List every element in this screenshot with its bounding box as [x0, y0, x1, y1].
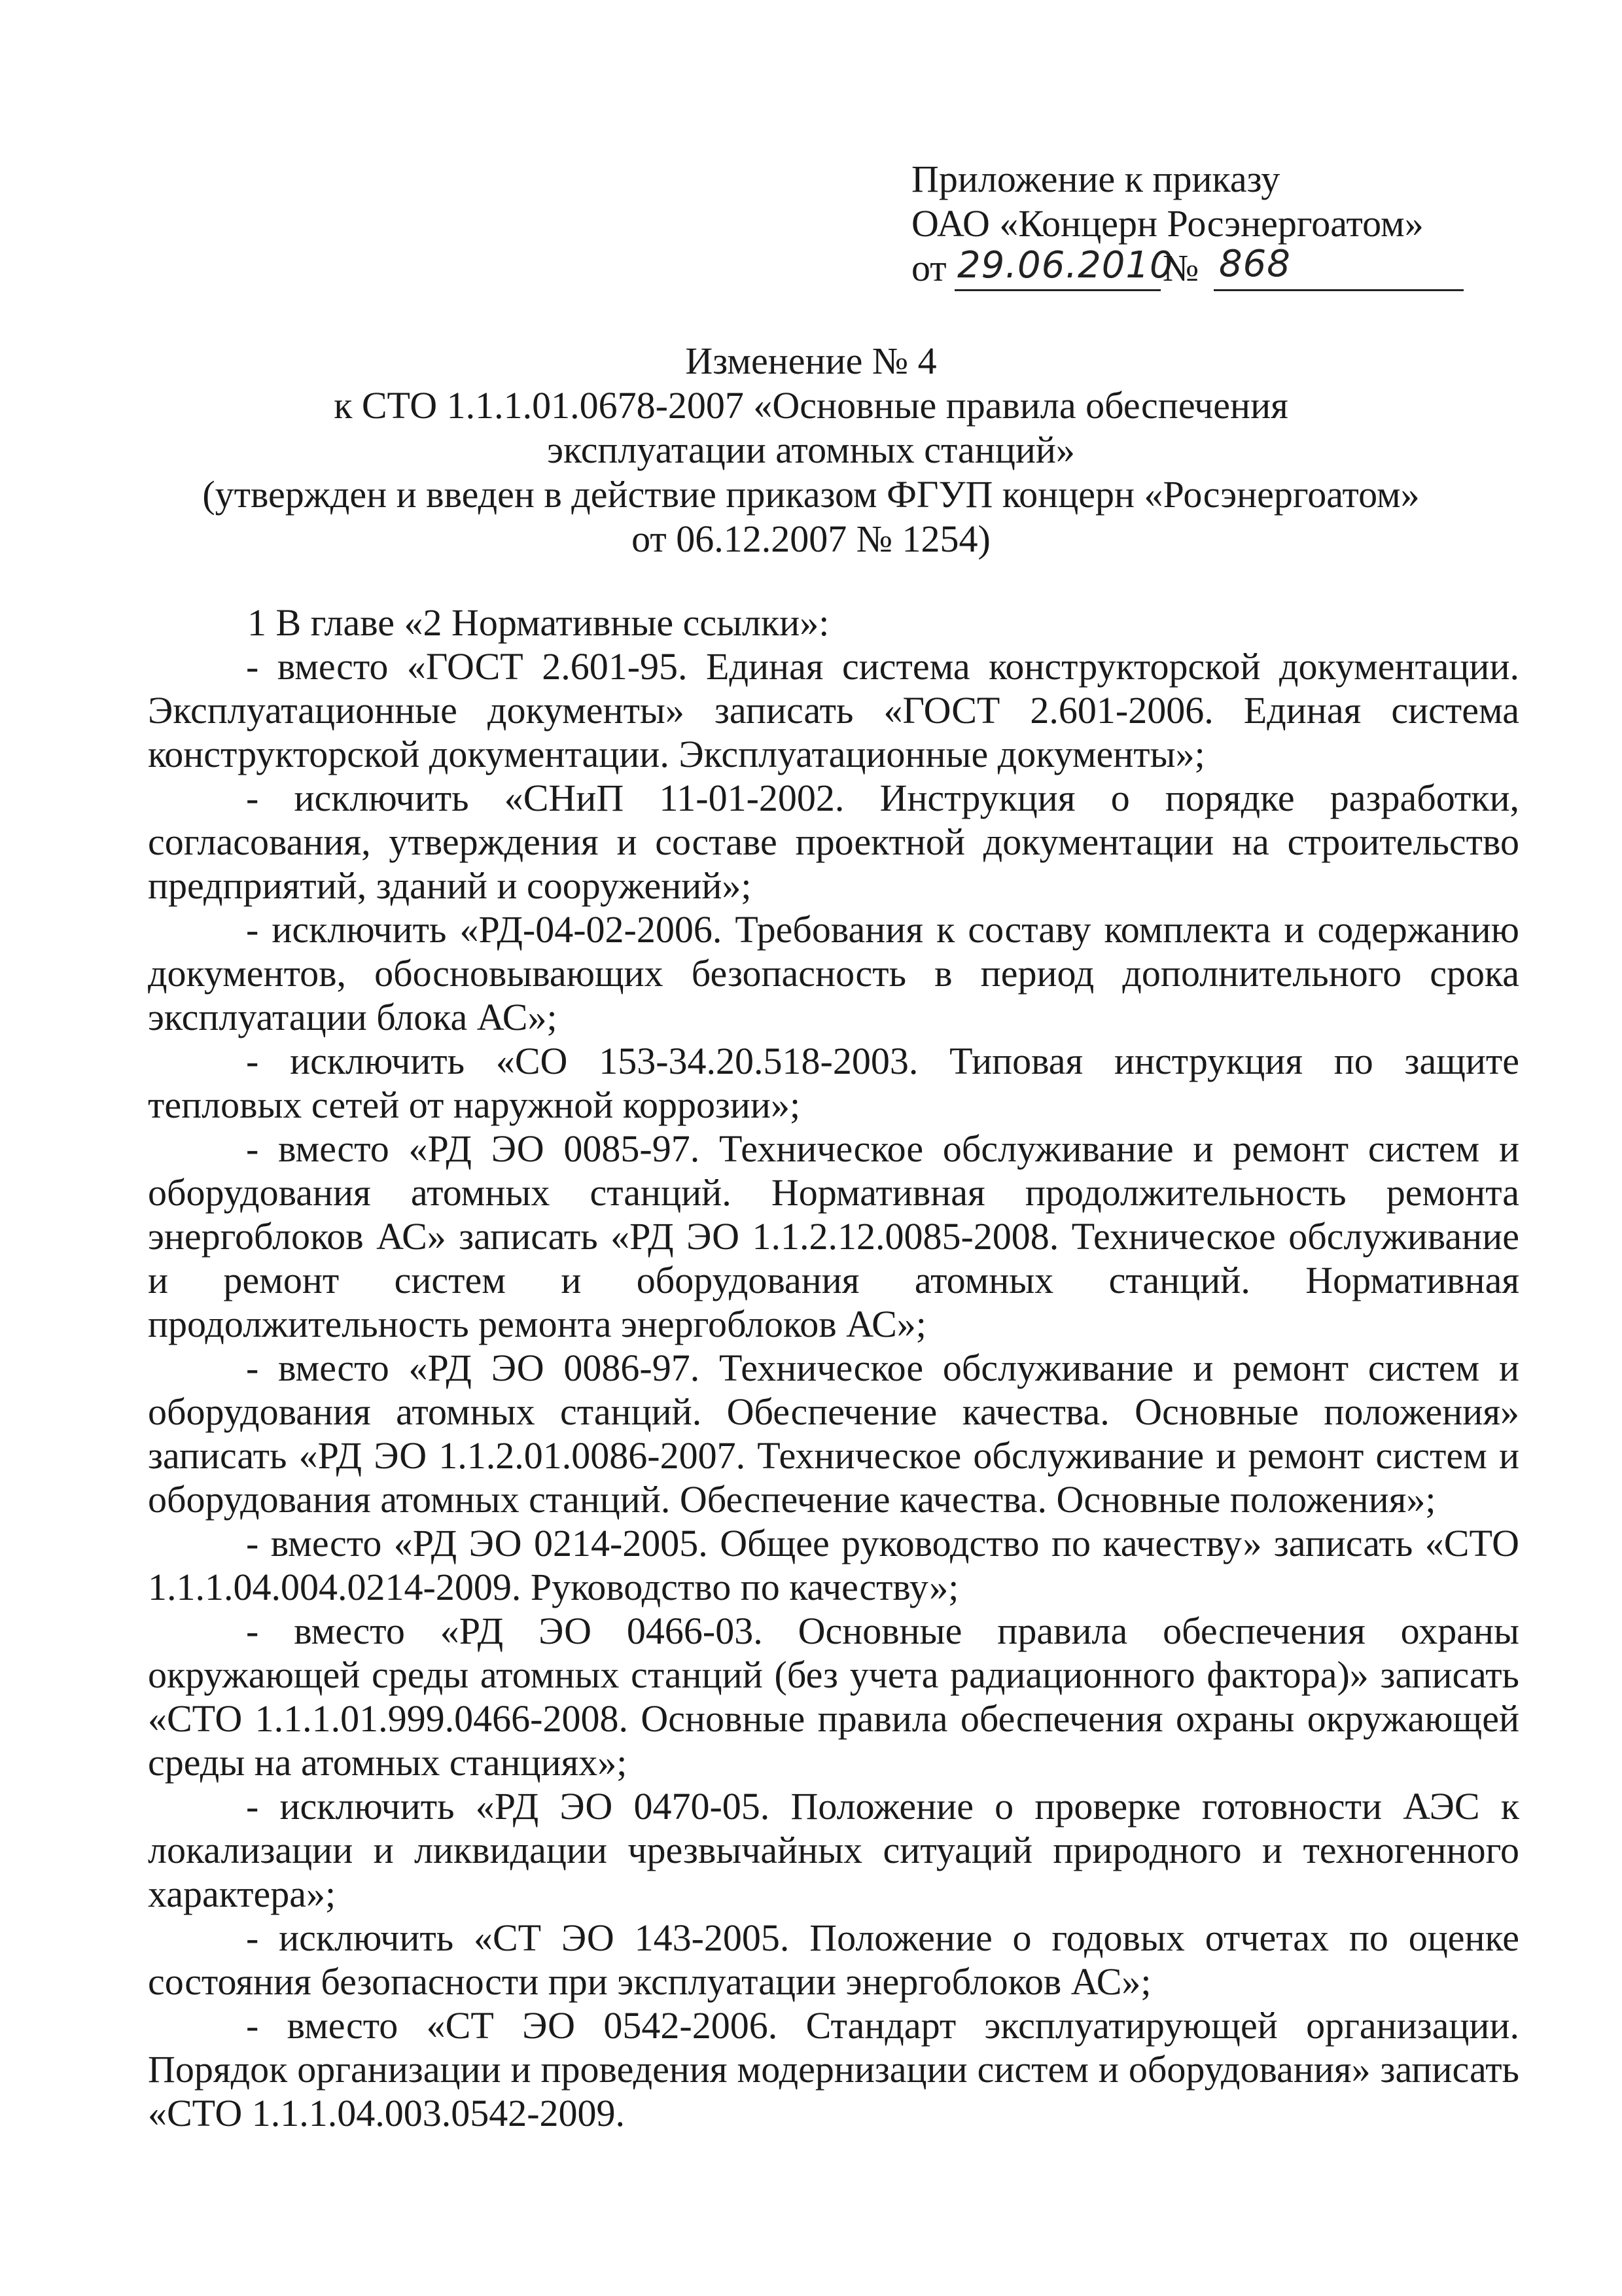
order-appendix-header [911, 157, 1500, 297]
handwritten-date: 29.06.2010 [957, 244, 1174, 287]
list-item: - вместо «СТ ЭО 0542-2006. Стандарт эксплуатирующей организации. Порядок организации и проведения модернизации систем и оборудования» записать «СТО 1.1.1.04.003.0542-2009. [148, 2004, 1519, 2134]
title-line: от 06.12.2007 № 1254) [631, 518, 991, 560]
appendix-label: Приложение к приказу [911, 158, 1280, 200]
list-item: - исключить «РД-04-02-2006. Требования к составу комплекта и содержанию документов, обосновывающих безопасность в период дополнительного срока эксплуатации блока АС»; [148, 908, 1519, 1038]
number-underline [1214, 289, 1464, 291]
document-title [131, 339, 1491, 561]
title-line: эксплуатации атомных станций» [547, 429, 1075, 471]
title-line: Изменение № 4 [685, 340, 937, 382]
section-heading: 1 В главе «2 Нормативные ссылки»: [247, 601, 830, 644]
list-item: - исключить «РД ЭО 0470-05. Положение о проверке готовности АЭС к локализации и ликвидации чрезвычайных ситуаций природного и техногенного характера»; [148, 1785, 1519, 1915]
list-item: - вместо «РД ЭО 0086-97. Техническое обслуживание и ремонт систем и оборудования атомных станций. Обеспечение качества. Основные положения» записать «РД ЭО 1.1.2.01.0086-2007. Техническое обслуживание и ремонт систем и оборудования атомных станций. Обеспечение качества. Основные положения»; [148, 1347, 1519, 1521]
number-sign: № [1163, 247, 1199, 289]
list-item: - вместо «ГОСТ 2.601-95. Единая система конструкторской документации. Эксплуатационные документы» записать «ГОСТ 2.601-2006. Единая система конструкторской документации. Эксплуатационные документы»; [148, 645, 1519, 775]
list-item: - вместо «РД ЭО 0214-2005. Общее руководство по качеству» записать «СТО 1.1.1.04.004.0214-2009. Руководство по качеству»; [148, 1522, 1519, 1608]
list-item: - вместо «РД ЭО 0466-03. Основные правила обеспечения охраны окружающей среды атомных станций (без учета радиационного фактора)» записать «СТО 1.1.1.01.999.0466-2008. Основные правила обеспечения охраны окружающей среды на атомных станциях»; [148, 1610, 1519, 1784]
document-body [148, 601, 1519, 2135]
list-item: - исключить «СНиП 11-01-2002. Инструкция о порядке разработки, согласования, утверждения и составе проектной документации на строительство предприятий, зданий и сооружений»; [148, 777, 1519, 907]
title-line: к СТО 1.1.1.01.0678-2007 «Основные правила обеспечения [334, 384, 1288, 427]
date-underline [955, 289, 1161, 291]
title-line: (утвержден и введен в действие приказом ФГУП концерн «Росэнергоатом» [202, 473, 1420, 516]
list-item: - исключить «СТ ЭО 143-2005. Положение о годовых отчетах по оценке состояния безопасности при эксплуатации энергоблоков АС»; [148, 1916, 1519, 2003]
company-name: ОАО «Концерн Росэнергоатом» [911, 202, 1424, 245]
list-item: - вместо «РД ЭО 0085-97. Техническое обслуживание и ремонт систем и оборудования атомных станций. Нормативная продолжительность ремонта энергоблоков АС» записать «РД ЭО 1.1.2.12.0085-2008. Техническое обслуживание и ремонт систем и оборудования атомных станций. Нормативная продолжительность ремонта энергоблоков АС»; [148, 1127, 1519, 1345]
date-number-line [911, 243, 1500, 297]
date-prefix: от [911, 247, 947, 289]
list-item: - исключить «СО 153-34.20.518-2003. Типовая инструкция по защите тепловых сетей от наружной коррозии»; [148, 1040, 1519, 1126]
handwritten-number: 868 [1219, 243, 1291, 285]
